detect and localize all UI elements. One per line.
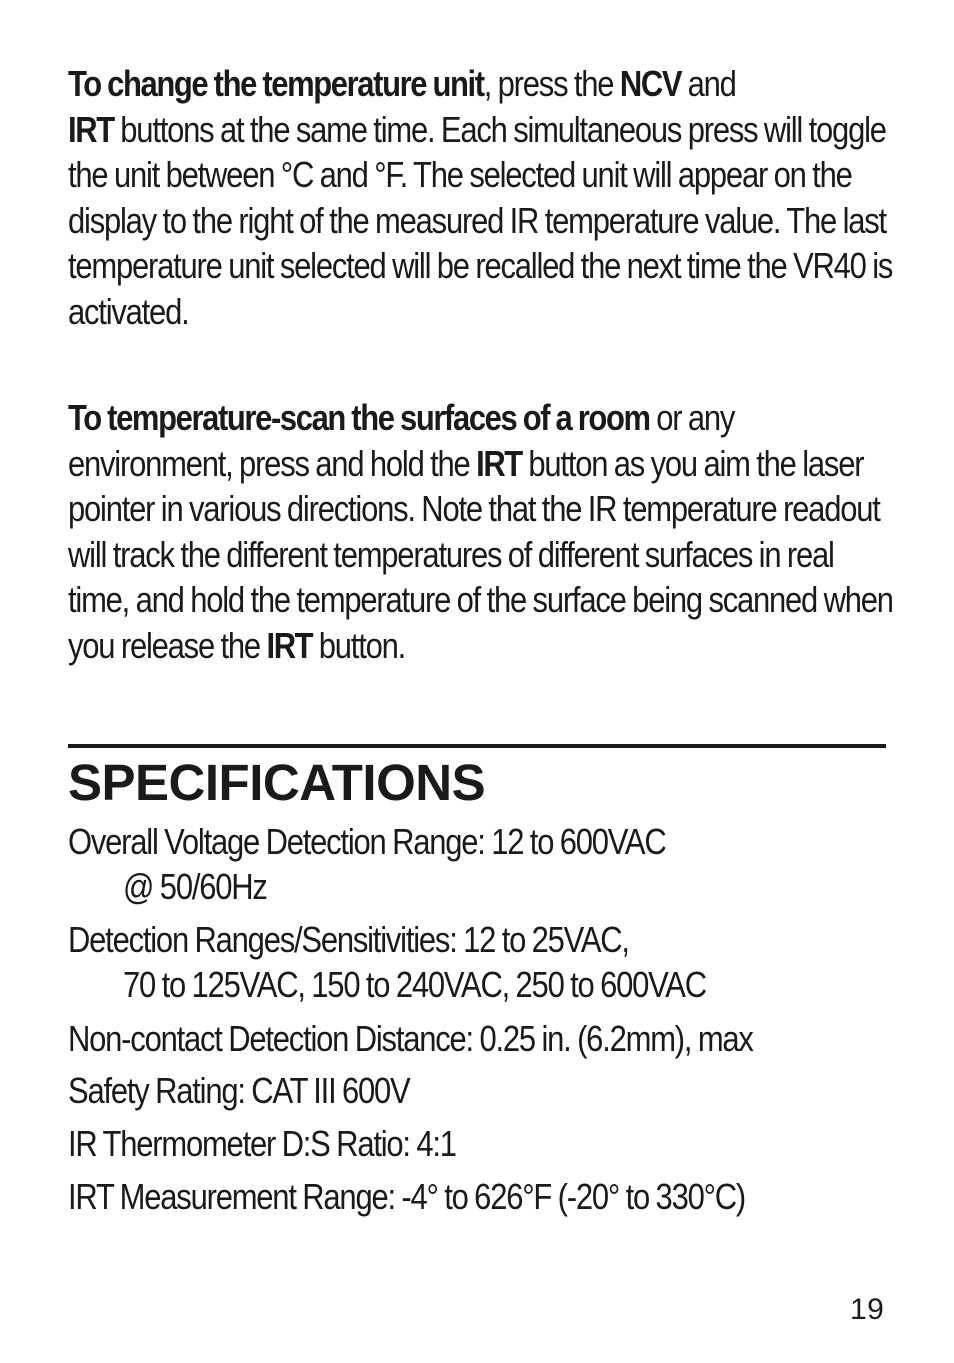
paragraph-text: and xyxy=(681,63,736,104)
paragraph-text: button. xyxy=(312,624,406,666)
section-divider xyxy=(68,744,886,748)
spec-item xyxy=(68,1016,911,1061)
spec-item xyxy=(68,1121,911,1166)
spec-line: Safety Rating: CAT III 600V xyxy=(68,1070,410,1111)
page-number: 19 xyxy=(850,1293,885,1326)
spec-line-continued: 70 to 125VAC, 150 to 240VAC, 250 to 600VAC xyxy=(123,964,706,1005)
spec-line: Detection Ranges/Sensitivities: 12 to 25VAC, xyxy=(68,919,629,960)
spec-item xyxy=(68,1068,911,1113)
temperature-unit-paragraph xyxy=(68,61,894,335)
irt-button-ref: IRT xyxy=(68,108,114,150)
spec-item xyxy=(68,917,911,1007)
paragraph-text: , press the xyxy=(483,63,620,104)
spec-line: IRT Measurement Range: -4° to 626°F (-20° to 330°C) xyxy=(68,1176,746,1217)
specifications-heading: SPECIFICATIONS xyxy=(68,754,486,811)
spec-line: Overall Voltage Detection Range: 12 to 600VAC xyxy=(68,821,666,862)
spec-item xyxy=(68,819,911,909)
spec-line: Non-contact Detection Distance: 0.25 in. (6.2mm), max xyxy=(68,1018,753,1059)
ncv-button-ref: NCV xyxy=(619,63,682,104)
temperature-scan-paragraph xyxy=(68,395,894,669)
paragraph-text: or any environment, press and hold the xyxy=(68,397,735,484)
paragraph-text: button as you aim the laser pointer in various directions. Note that the IR temperature readout will track the different temperatures of different surfaces in real time, and hold the temperature of the surface being scanned when you release the xyxy=(68,442,893,666)
paragraph-lead: To temperature-scan the surfaces of a room xyxy=(68,397,650,438)
spec-line: IR Thermometer D:S Ratio: 4:1 xyxy=(68,1123,456,1164)
irt-button-ref: IRT xyxy=(266,624,313,666)
irt-button-ref: IRT xyxy=(476,442,522,484)
paragraph-lead: To change the temperature unit xyxy=(68,63,484,104)
spec-line-continued: @ 50/60Hz xyxy=(123,866,267,907)
spec-item xyxy=(68,1174,911,1219)
paragraph-text: buttons at the same time. Each simultaneous press will toggle the unit between °C and °F. The selected unit will appear on the display to the right of the measured IR temperature value. The last temperature unit selected will be recalled the next time the VR40 is activated. xyxy=(68,108,893,332)
